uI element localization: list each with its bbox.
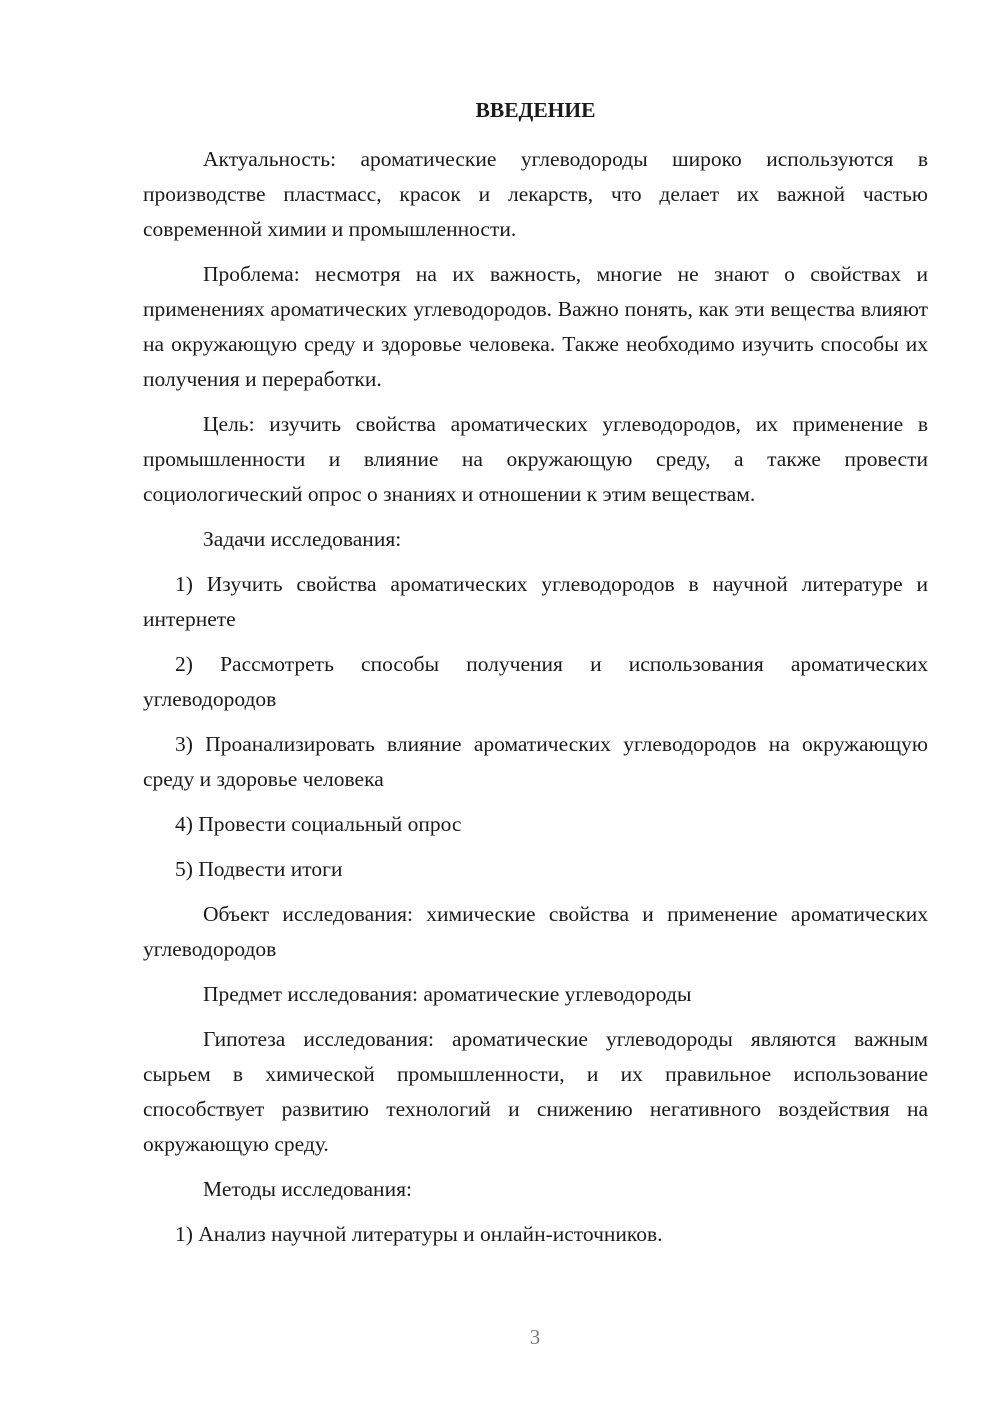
- task-item: 3) Проанализировать влияние ароматических углеводородов на окружающую среду и здоровье человека: [143, 732, 928, 791]
- paragraph-subject: Предмет исследования: ароматические углеводороды: [203, 982, 692, 1006]
- document-page: [143, 95, 928, 1262]
- section-title: ВВЕДЕНИЕ: [475, 98, 596, 122]
- paragraph-goal: Цель: изучить свойства ароматических углеводородов, их применение в промышленности и влияние на окружающую среду, а также провести социологический опрос о знаниях и отношении к этим веществам.: [143, 412, 928, 506]
- paragraph-hypothesis: Гипотеза исследования: ароматические углеводороды являются важным сырьем в химической промышленности, и их правильное использование способствует развитию технологий и снижению негативного воздействия на окружающую среду.: [143, 1027, 928, 1156]
- page-number: 3: [529, 1325, 541, 1349]
- paragraph-problem: Проблема: несмотря на их важность, многие не знают о свойствах и применениях ароматических углеводородов. Важно понять, как эти вещества влияют на окружающую среду и здоровье человека. Также необходимо изучить способы их получения и переработки.: [143, 262, 928, 391]
- paragraph-object: Объект исследования: химические свойства и применение ароматических углеводородов: [143, 902, 928, 961]
- task-item: 1) Изучить свойства ароматических углеводородов в научной литературе и интернете: [143, 572, 928, 631]
- task-item: 5) Подвести итоги: [175, 857, 343, 881]
- method-item: 1) Анализ научной литературы и онлайн-источников.: [175, 1222, 663, 1246]
- paragraph-relevance: Актуальность: ароматические углеводороды широко используются в производстве пластмасс, красок и лекарств, что делает их важной частью современной химии и промышленности.: [143, 147, 928, 241]
- methods-heading: Методы исследования:: [203, 1177, 412, 1201]
- tasks-heading: Задачи исследования:: [203, 527, 402, 551]
- task-item: 2) Рассмотреть способы получения и использования ароматических углеводородов: [143, 652, 928, 711]
- task-item: 4) Провести социальный опрос: [175, 812, 462, 836]
